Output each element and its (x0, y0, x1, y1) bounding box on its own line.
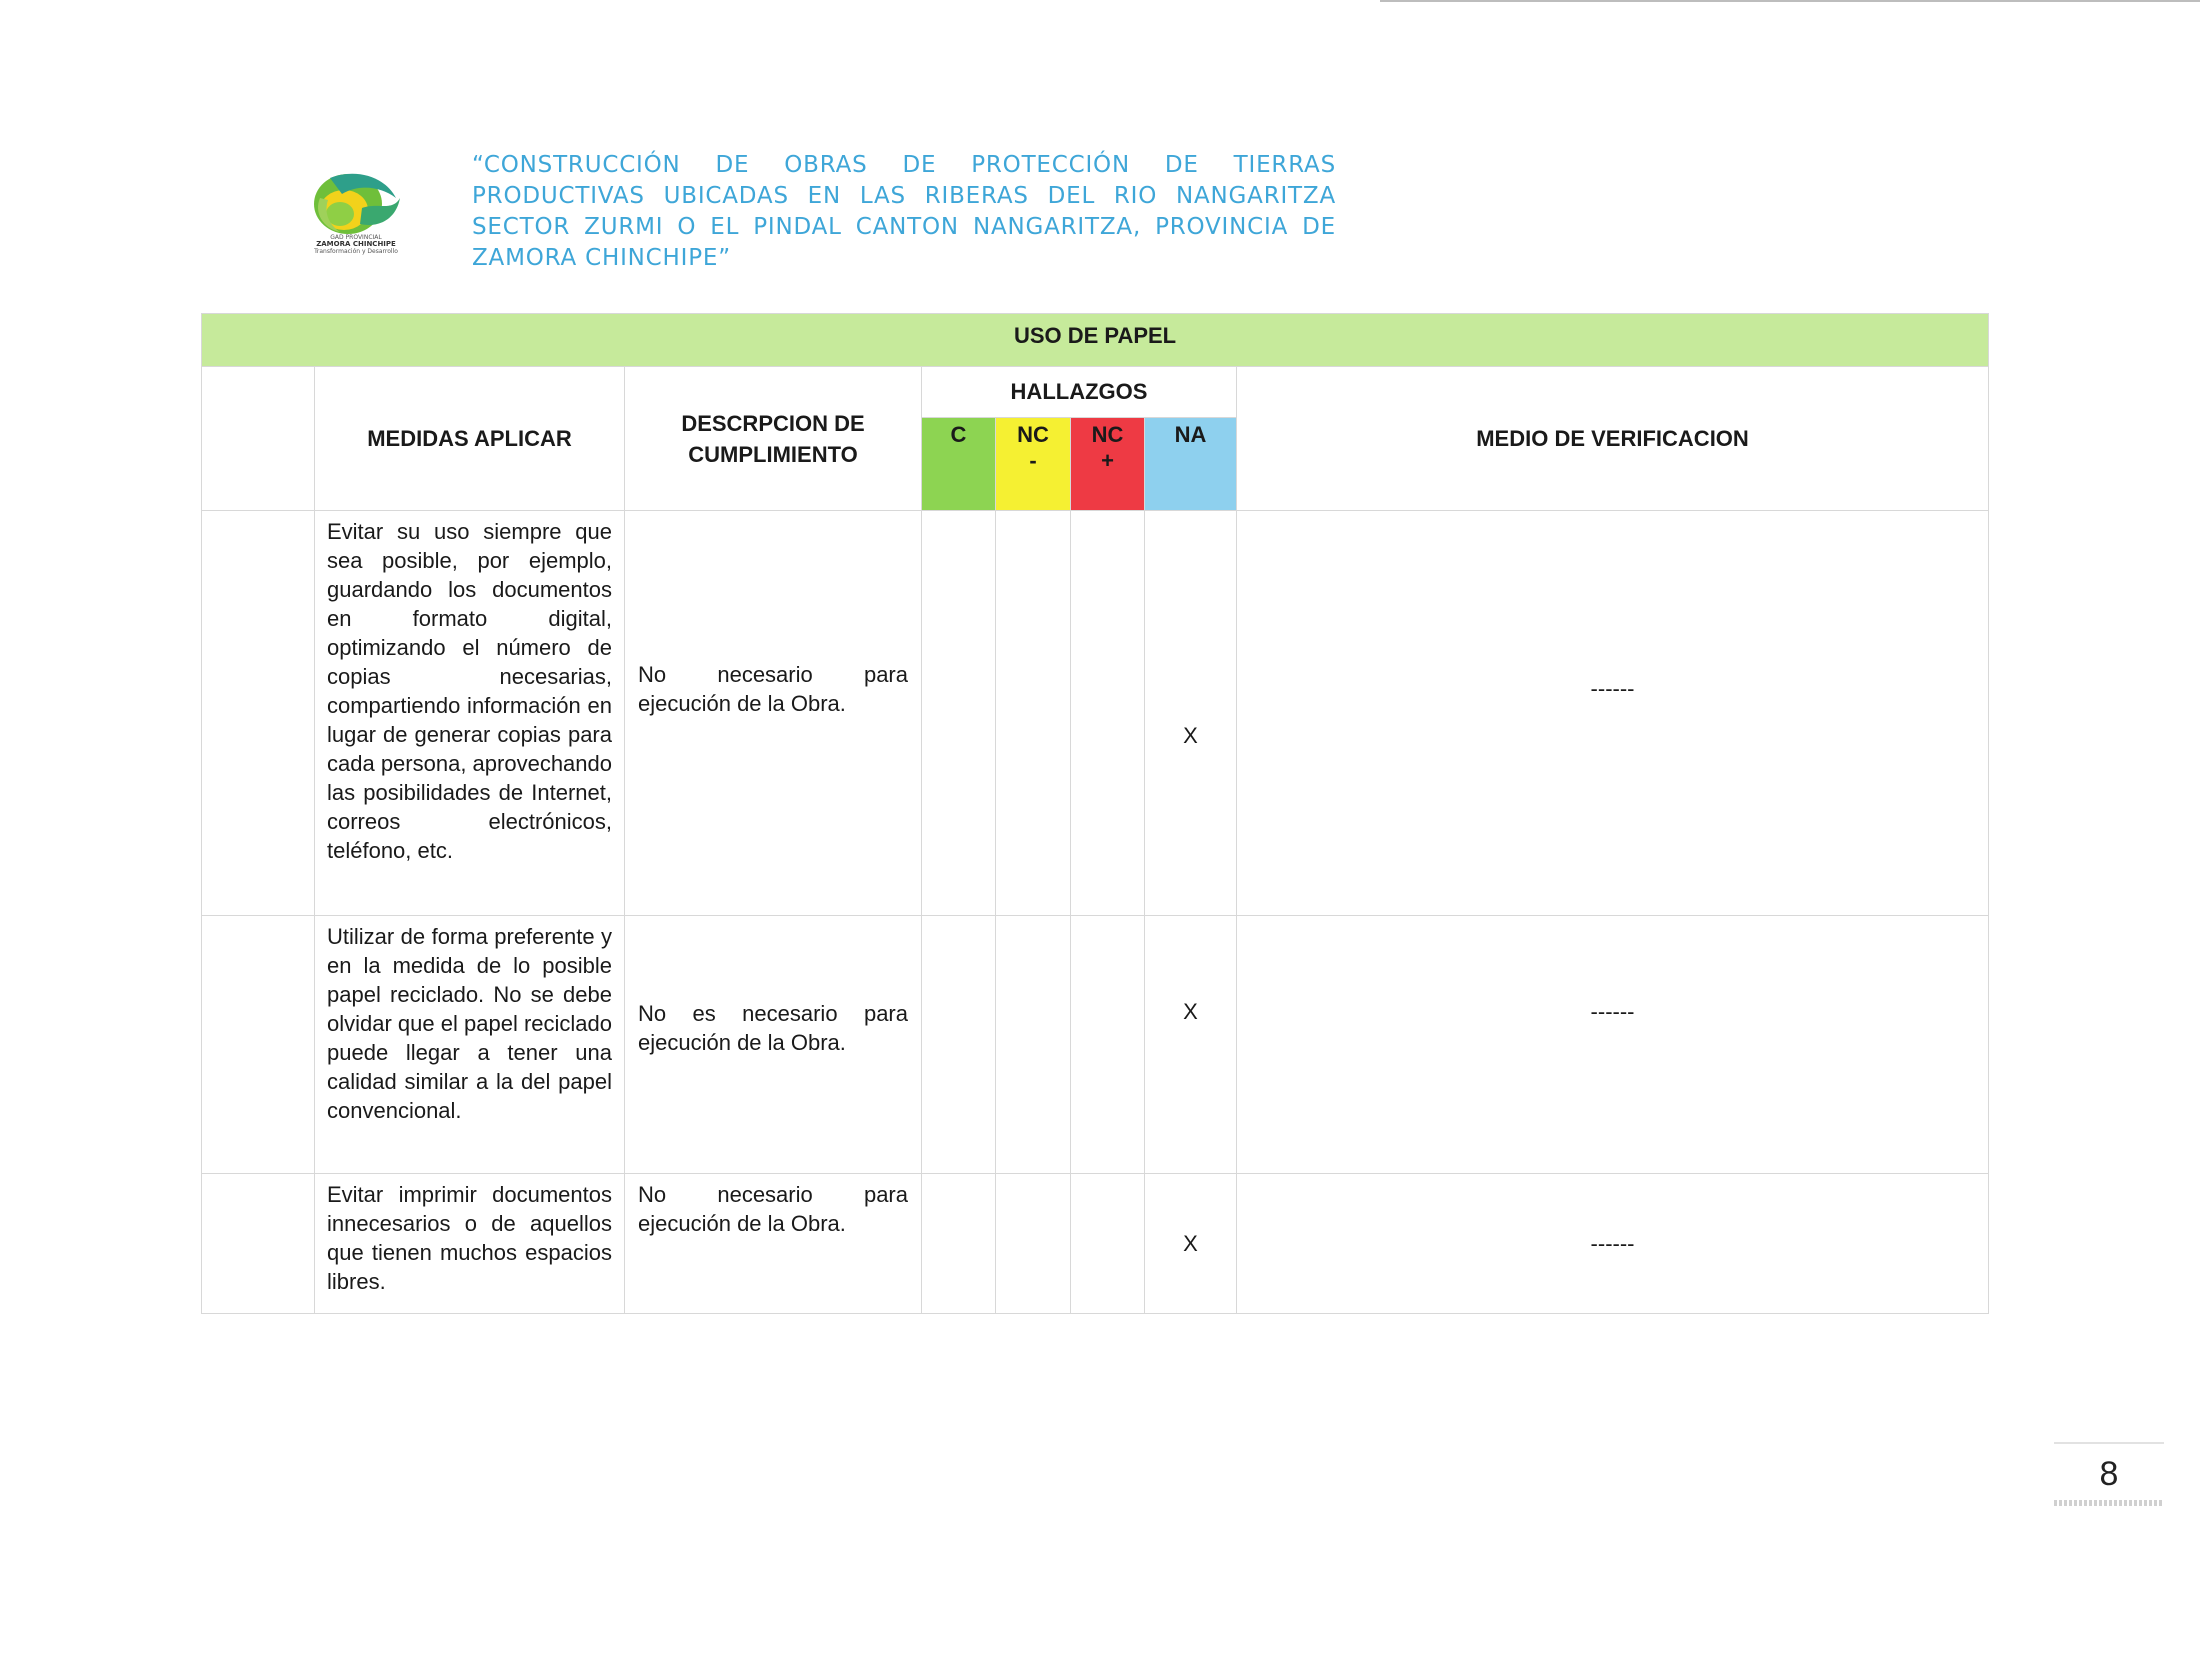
nc-minus-cell (996, 916, 1071, 1174)
section-title: USO DE PAPEL (1013, 323, 1177, 348)
col-header-medio-verificacion: MEDIO DE VERIFICACION (1237, 367, 1989, 511)
descripcion-cell: No necesario para ejecución de la Obra. (625, 1174, 922, 1314)
logo-caption (296, 234, 416, 255)
nc-plus-cell (1071, 916, 1145, 1174)
table-row (202, 916, 1989, 1174)
nc-plus-cell (1071, 1174, 1145, 1314)
c-cell (922, 916, 996, 1174)
blank-header-cell (202, 367, 315, 511)
page-number-rule-top (2054, 1442, 2164, 1444)
status-na-label: NA (1174, 422, 1207, 447)
row-blank-cell (202, 1174, 315, 1314)
status-nc-plus-sign: + (1101, 448, 1114, 473)
top-rule (1380, 0, 2200, 2)
status-nc-plus-label: NC (1091, 422, 1124, 447)
medio-verificacion-cell: ------ (1237, 1174, 1989, 1314)
col-header-na (1145, 418, 1237, 511)
c-cell (922, 1174, 996, 1314)
medida-cell: Evitar su uso siempre que sea posible, por ejemplo, guardando los documentos en formato digital, optimizando el número de copias necesarias, compartiendo información en lugar de generar copias para cada persona, aprovechando las posibilidades de Internet, correos electrónicos, teléfono, etc. (315, 511, 625, 916)
col-header-descripcion-line2: CUMPLIMIENTO (688, 441, 858, 467)
medio-verificacion-cell: ------ (1237, 916, 1989, 1174)
col-header-c (922, 418, 996, 511)
medida-cell: Evitar imprimir documentos innecesarios o de aquellos que tienen muchos espacios libres. (315, 1174, 625, 1314)
logo-emblem-icon (300, 168, 410, 238)
table-row (202, 1174, 1989, 1314)
document-title: “CONSTRUCCIÓN DE OBRAS DE PROTECCIÓN DE TIERRAS PRODUCTIVAS UBICADAS EN LAS RIBERAS DEL RIO NANGARITZA SECTOR ZURMI O EL PINDAL CANTON NANGARITZA, PROVINCIA DE ZAMORA CHINCHIPE” (472, 152, 1336, 271)
page-number: 8 (2099, 1455, 2119, 1493)
col-header-descripcion (625, 367, 922, 511)
logo-caption-line2: ZAMORA CHINCHIPE (316, 240, 396, 248)
medio-verificacion-cell: ------ (1237, 511, 1989, 916)
table-row (202, 511, 1989, 916)
logo-caption-line3: Transformación y Desarrollo (314, 248, 398, 255)
descripcion-cell: No es necesario para ejecución de la Obra. (625, 916, 922, 1174)
page-number-rule-bottom (2054, 1500, 2164, 1506)
col-header-medidas: MEDIDAS APLICAR (315, 367, 625, 511)
uso-de-papel-table (201, 313, 1989, 1314)
na-cell: X (1145, 916, 1237, 1174)
na-cell: X (1145, 511, 1237, 916)
col-header-hallazgos: HALLAZGOS (922, 367, 1237, 418)
descripcion-cell: No necesario para ejecución de la Obra. (625, 511, 922, 916)
page-number-box (2050, 1442, 2168, 1510)
row-blank-cell (202, 511, 315, 916)
c-cell (922, 511, 996, 916)
status-nc-minus-label: NC (1017, 422, 1049, 447)
row-blank-cell (202, 916, 315, 1174)
logo-caption-line1: GAD PROVINCIAL (330, 234, 382, 241)
medida-cell: Utilizar de forma preferente y en la medida de lo posible papel reciclado. No se debe olvidar que el papel reciclado puede llegar a tener una calidad similar a la del papel convencional. (315, 916, 625, 1174)
na-cell: X (1145, 1174, 1237, 1314)
col-header-nc-plus (1071, 418, 1145, 511)
col-header-nc-minus (996, 418, 1071, 511)
status-nc-minus-sign: - (1029, 448, 1037, 473)
nc-plus-cell (1071, 511, 1145, 916)
status-c-label: C (950, 422, 967, 447)
section-banner (202, 314, 1989, 367)
nc-minus-cell (996, 1174, 1071, 1314)
col-header-descripcion-line1: DESCRPCION DE (681, 410, 865, 436)
nc-minus-cell (996, 511, 1071, 916)
